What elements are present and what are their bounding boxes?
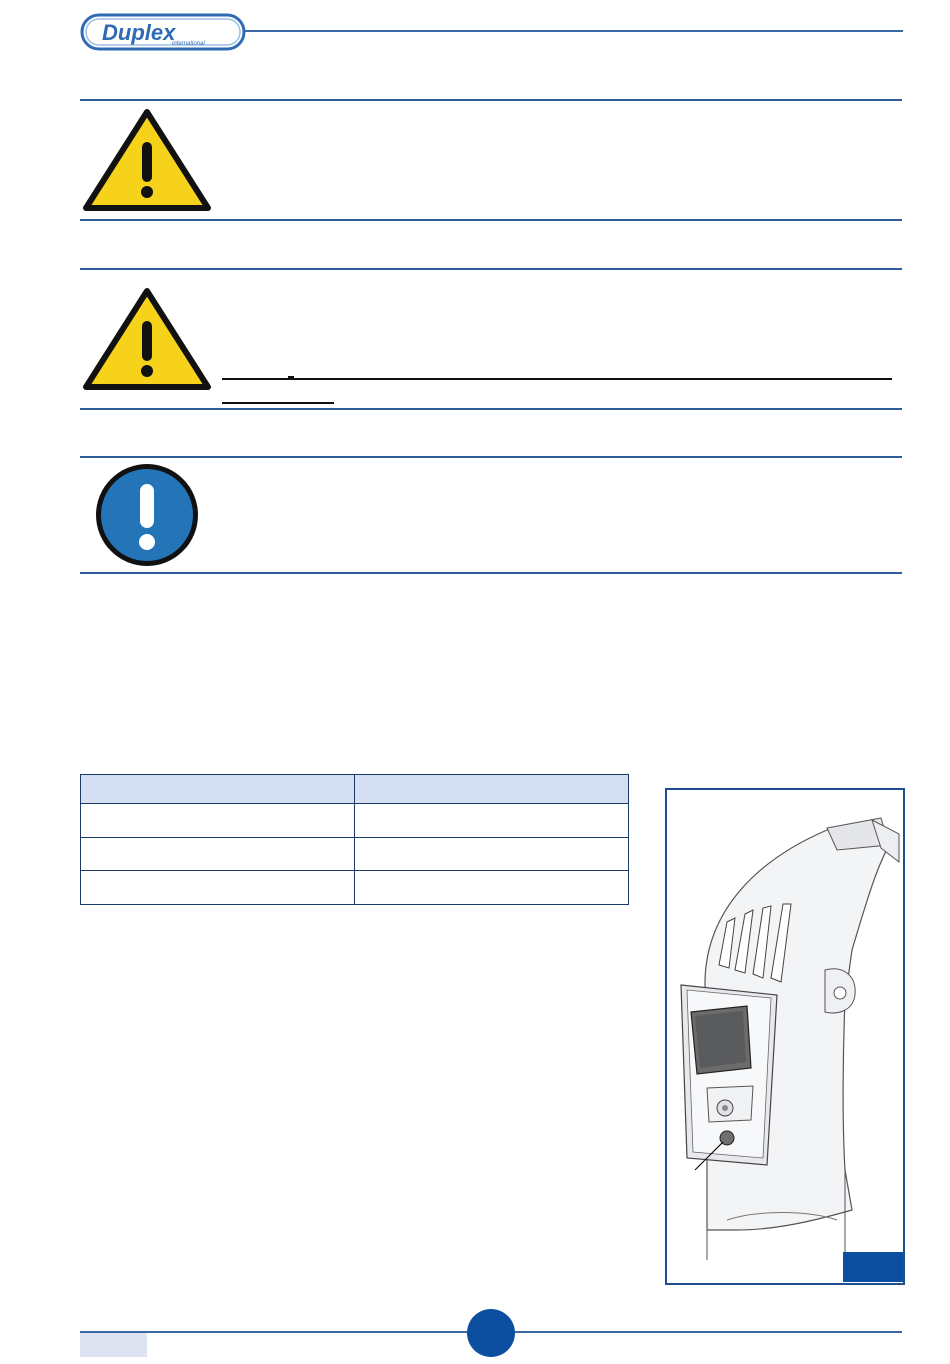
table-header-cell <box>81 775 355 804</box>
table-cell <box>81 837 355 871</box>
page-number-badge <box>467 1309 515 1357</box>
notice-2-underline <box>222 378 892 380</box>
notice-1-top-rule <box>80 99 902 101</box>
footer-tab <box>80 1333 147 1357</box>
table-cell <box>81 804 355 838</box>
logo-wordmark: Duplex <box>102 20 176 45</box>
duplex-logo <box>80 12 248 52</box>
notice-3-top-rule <box>80 456 902 458</box>
table-cell <box>355 837 629 871</box>
table-cell <box>355 871 629 905</box>
figure-label <box>843 1252 903 1282</box>
table-row <box>81 871 629 905</box>
notice-2-bottom-rule <box>80 408 902 410</box>
notice-2-top-rule <box>80 268 902 270</box>
figure-frame <box>665 788 905 1285</box>
warning-triangle-icon <box>82 287 212 391</box>
logo-subtext: international <box>172 41 205 47</box>
spec-table <box>80 774 629 905</box>
notice-3-bottom-rule <box>80 572 902 574</box>
notice-2-underline-short <box>222 402 334 404</box>
table-header-cell <box>355 775 629 804</box>
warning-triangle-icon <box>82 108 212 212</box>
handle-control-panel-illustration <box>667 790 903 1283</box>
info-exclamation-icon <box>92 460 202 570</box>
table-cell <box>81 871 355 905</box>
notice-2-underline-mark <box>288 376 294 379</box>
table-row <box>81 804 629 838</box>
table-cell <box>355 804 629 838</box>
table-row <box>81 837 629 871</box>
header-rule <box>244 30 903 32</box>
notice-1-bottom-rule <box>80 219 902 221</box>
table-header-row <box>81 775 629 804</box>
